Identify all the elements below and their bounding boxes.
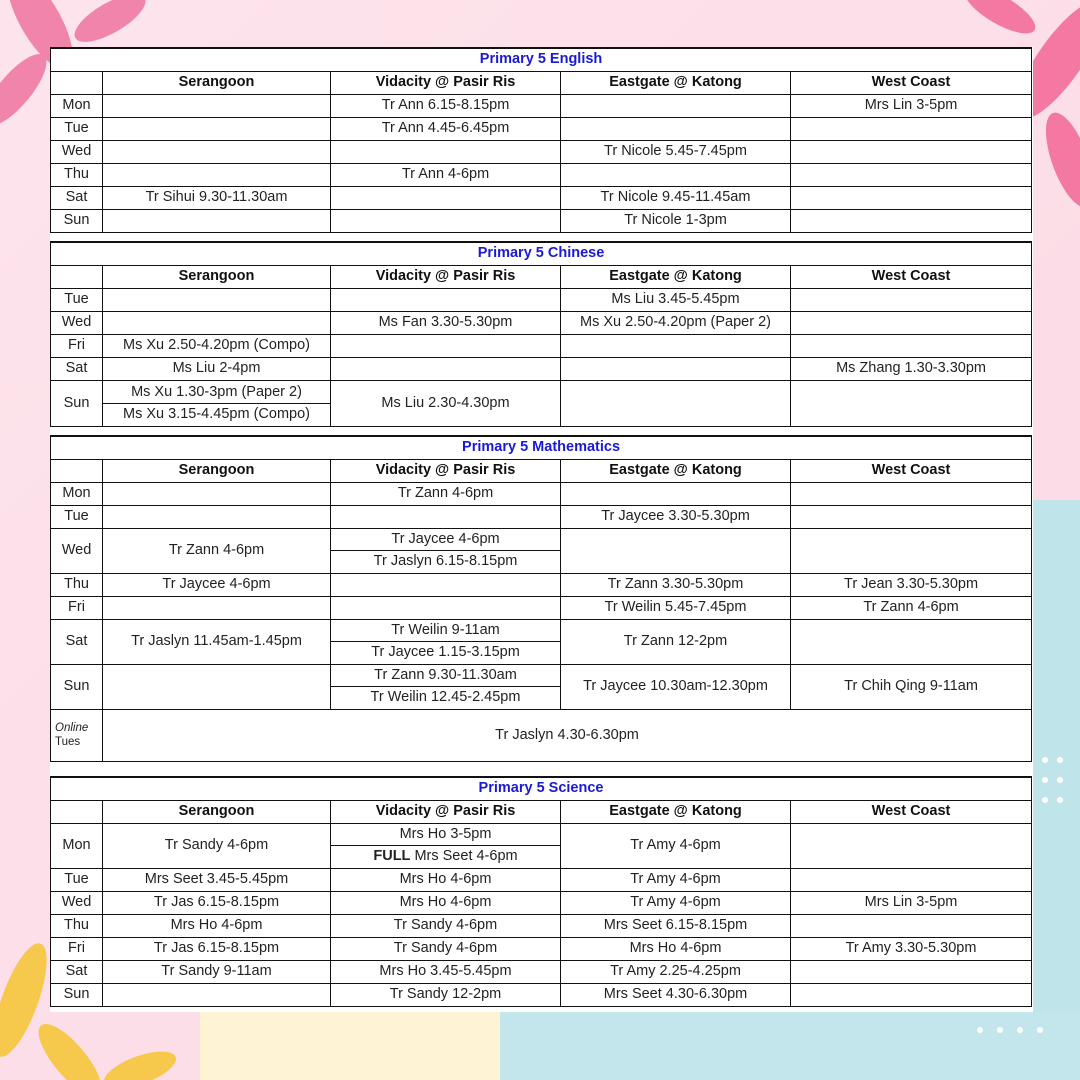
cell (331, 573, 561, 596)
cell (103, 163, 331, 186)
col-serangoon: Serangoon (103, 265, 331, 288)
cell (103, 117, 331, 140)
day-label: Sun (51, 983, 103, 1006)
english-table (50, 47, 1032, 233)
day-label: Sun (51, 380, 103, 426)
cell: Ms Xu 2.50-4.20pm (Compo) (103, 334, 331, 357)
col-vidacity: Vidacity @ Pasir Ris (331, 265, 561, 288)
cell: Tr Amy 4-6pm (561, 891, 791, 914)
day-label: Tues (55, 736, 81, 748)
col-westcoast: West Coast (791, 459, 1032, 482)
table-row (51, 288, 1032, 311)
cell-line: Ms Xu 1.30-3pm (Paper 2) (131, 383, 302, 400)
cell: Tr Jas 6.15-8.15pm (103, 891, 331, 914)
table-row (51, 311, 1032, 334)
cell (103, 140, 331, 163)
cell (561, 482, 791, 505)
cell (561, 528, 791, 573)
table-row (51, 163, 1032, 186)
full-badge: FULL (373, 848, 411, 864)
cell: Tr Zann 4-6pm (331, 482, 561, 505)
cell (561, 334, 791, 357)
cell: Mrs Seet 4.30-6.30pm (561, 983, 791, 1006)
day-label: Thu (51, 573, 103, 596)
day-label: Thu (51, 163, 103, 186)
cell (561, 163, 791, 186)
cell: Tr Jaycee 3.30-5.30pm (561, 505, 791, 528)
corner-cell (51, 459, 103, 482)
cell (791, 311, 1032, 334)
cell: Mrs Seet 3.45-5.45pm (103, 868, 331, 891)
cell (103, 664, 331, 709)
cell-line: Ms Xu 3.15-4.45pm (Compo) (103, 403, 330, 425)
day-label: Fri (51, 334, 103, 357)
online-cell: Tr Jaslyn 4.30-6.30pm (103, 709, 1032, 761)
cell: Mrs Ho 3.45-5.45pm (331, 960, 561, 983)
cell: Tr Amy 2.25-4.25pm (561, 960, 791, 983)
col-eastgate: Eastgate @ Katong (561, 71, 791, 94)
cell: Tr Amy 4-6pm (561, 823, 791, 868)
cell: Tr Ann 6.15-8.15pm (331, 94, 561, 117)
math-table (50, 435, 1032, 762)
cell: Tr Amy 3.30-5.30pm (791, 937, 1032, 960)
col-vidacity: Vidacity @ Pasir Ris (331, 459, 561, 482)
cell: Tr Nicole 5.45-7.45pm (561, 140, 791, 163)
cell (103, 94, 331, 117)
cell: Tr Amy 4-6pm (561, 868, 791, 891)
chinese-table (50, 241, 1032, 427)
day-label: Thu (51, 914, 103, 937)
cell: Tr Sandy 4-6pm (331, 937, 561, 960)
col-serangoon: Serangoon (103, 800, 331, 823)
col-westcoast: West Coast (791, 71, 1032, 94)
cell: Tr Weilin 5.45-7.45pm (561, 596, 791, 619)
table-row (51, 186, 1032, 209)
cell: Tr Jaslyn 11.45am-1.45pm (103, 619, 331, 664)
cell (791, 288, 1032, 311)
cell (331, 619, 561, 664)
table-row (51, 823, 1032, 868)
cell: Ms Xu 2.50-4.20pm (Paper 2) (561, 311, 791, 334)
cell (331, 186, 561, 209)
day-label: Sat (51, 186, 103, 209)
cell (561, 357, 791, 380)
cell (103, 311, 331, 334)
cell (331, 596, 561, 619)
cell (561, 94, 791, 117)
chinese-title: Primary 5 Chinese (51, 242, 1032, 265)
corner-cell (51, 800, 103, 823)
cell: Ms Fan 3.30-5.30pm (331, 311, 561, 334)
table-row (51, 334, 1032, 357)
cell (791, 209, 1032, 232)
table-row (51, 209, 1032, 232)
cell-text: Mrs Seet 4-6pm (414, 848, 518, 864)
cell (791, 163, 1032, 186)
cell-line: Tr Weilin 12.45-2.45pm (331, 686, 560, 708)
cell: Mrs Lin 3-5pm (791, 94, 1032, 117)
day-label: Wed (51, 891, 103, 914)
cell (103, 596, 331, 619)
corner-cell (51, 71, 103, 94)
cell: Tr Zann 4-6pm (791, 596, 1032, 619)
science-table (50, 776, 1032, 1007)
cell: Tr Zann 3.30-5.30pm (561, 573, 791, 596)
cell (791, 914, 1032, 937)
cell: Tr Sihui 9.30-11.30am (103, 186, 331, 209)
cell (103, 505, 331, 528)
table-row (51, 914, 1032, 937)
corner-cell (51, 265, 103, 288)
cell (331, 140, 561, 163)
cell (103, 482, 331, 505)
cell: Mrs Ho 4-6pm (103, 914, 331, 937)
day-label: Sat (51, 619, 103, 664)
cell: Tr Jean 3.30-5.30pm (791, 573, 1032, 596)
day-label: Sat (51, 357, 103, 380)
cell (331, 209, 561, 232)
table-row (51, 357, 1032, 380)
col-eastgate: Eastgate @ Katong (561, 265, 791, 288)
cell (791, 380, 1032, 426)
cell: Tr Ann 4-6pm (331, 163, 561, 186)
table-row (51, 937, 1032, 960)
science-title: Primary 5 Science (51, 777, 1032, 800)
cell: Tr Jaycee 4-6pm (103, 573, 331, 596)
cell-line: Tr Jaycee 1.15-3.15pm (331, 641, 560, 663)
cell (331, 334, 561, 357)
cell: Ms Liu 2-4pm (103, 357, 331, 380)
col-westcoast: West Coast (791, 265, 1032, 288)
cell (791, 619, 1032, 664)
cell: Mrs Ho 4-6pm (331, 891, 561, 914)
col-serangoon: Serangoon (103, 459, 331, 482)
english-title: Primary 5 English (51, 48, 1032, 71)
cell: Mrs Lin 3-5pm (791, 891, 1032, 914)
table-row (51, 380, 1032, 426)
cell (331, 823, 561, 868)
table-row (51, 596, 1032, 619)
day-label: Fri (51, 937, 103, 960)
table-row (51, 619, 1032, 664)
day-label: Sat (51, 960, 103, 983)
cell (791, 334, 1032, 357)
day-label: Wed (51, 528, 103, 573)
table-row (51, 960, 1032, 983)
table-row (51, 94, 1032, 117)
day-label: Sun (51, 209, 103, 232)
cell-line: Tr Weilin 9-11am (391, 622, 500, 638)
day-label: Tue (51, 505, 103, 528)
cell (791, 482, 1032, 505)
cell (791, 505, 1032, 528)
table-row (51, 528, 1032, 573)
cell: Tr Jas 6.15-8.15pm (103, 937, 331, 960)
cell-line: Tr Zann 9.30-11.30am (374, 667, 517, 683)
cell (791, 186, 1032, 209)
table-row (51, 983, 1032, 1006)
cell: Tr Ann 4.45-6.45pm (331, 117, 561, 140)
col-eastgate: Eastgate @ Katong (561, 459, 791, 482)
cell (331, 505, 561, 528)
cell (331, 528, 561, 573)
day-label: Tue (51, 117, 103, 140)
online-label: Online (55, 722, 89, 734)
cell (791, 140, 1032, 163)
cell: Tr Sandy 4-6pm (331, 914, 561, 937)
table-row (51, 868, 1032, 891)
cell (103, 209, 331, 232)
day-label: Sun (51, 664, 103, 709)
timetable-sheet (50, 47, 1033, 1012)
cell (331, 357, 561, 380)
online-day-label (51, 709, 103, 761)
col-westcoast: West Coast (791, 800, 1032, 823)
math-title: Primary 5 Mathematics (51, 436, 1032, 459)
day-label: Mon (51, 482, 103, 505)
cell (791, 117, 1032, 140)
table-row (51, 505, 1032, 528)
cell: Tr Zann 12-2pm (561, 619, 791, 664)
col-eastgate: Eastgate @ Katong (561, 800, 791, 823)
table-row (51, 140, 1032, 163)
day-label: Mon (51, 94, 103, 117)
cell (103, 380, 331, 426)
table-row (51, 117, 1032, 140)
cell-line: Tr Jaycee 4-6pm (391, 531, 500, 547)
day-label: Tue (51, 288, 103, 311)
cell: Tr Nicole 1-3pm (561, 209, 791, 232)
cell (561, 117, 791, 140)
table-row (51, 891, 1032, 914)
cell: Tr Chih Qing 9-11am (791, 664, 1032, 709)
col-vidacity: Vidacity @ Pasir Ris (331, 800, 561, 823)
table-row (51, 664, 1032, 709)
cell (791, 823, 1032, 868)
cell: Tr Zann 4-6pm (103, 528, 331, 573)
cell: Ms Liu 2.30-4.30pm (331, 380, 561, 426)
table-row (51, 573, 1032, 596)
cell (791, 983, 1032, 1006)
cell: Tr Sandy 9-11am (103, 960, 331, 983)
cell (331, 288, 561, 311)
cell: Tr Nicole 9.45-11.45am (561, 186, 791, 209)
cell (791, 528, 1032, 573)
cell: Tr Jaycee 10.30am-12.30pm (561, 664, 791, 709)
day-label: Wed (51, 140, 103, 163)
cell (331, 664, 561, 709)
table-row (51, 482, 1032, 505)
cell: Tr Sandy 12-2pm (331, 983, 561, 1006)
cell: Mrs Ho 4-6pm (331, 868, 561, 891)
cell: Tr Sandy 4-6pm (103, 823, 331, 868)
col-vidacity: Vidacity @ Pasir Ris (331, 71, 561, 94)
cell: Mrs Seet 6.15-8.15pm (561, 914, 791, 937)
day-label: Wed (51, 311, 103, 334)
cell-line: Mrs Ho 3-5pm (399, 826, 492, 842)
cell (791, 868, 1032, 891)
cell-line: Tr Jaslyn 6.15-8.15pm (331, 550, 560, 572)
table-row (51, 709, 1032, 761)
cell (791, 960, 1032, 983)
cell: Ms Liu 3.45-5.45pm (561, 288, 791, 311)
day-label: Mon (51, 823, 103, 868)
cell (103, 288, 331, 311)
cell: Ms Zhang 1.30-3.30pm (791, 357, 1032, 380)
day-label: Fri (51, 596, 103, 619)
day-label: Tue (51, 868, 103, 891)
cell-line (331, 845, 560, 867)
col-serangoon: Serangoon (103, 71, 331, 94)
cell: Mrs Ho 4-6pm (561, 937, 791, 960)
cell (103, 983, 331, 1006)
cell (561, 380, 791, 426)
